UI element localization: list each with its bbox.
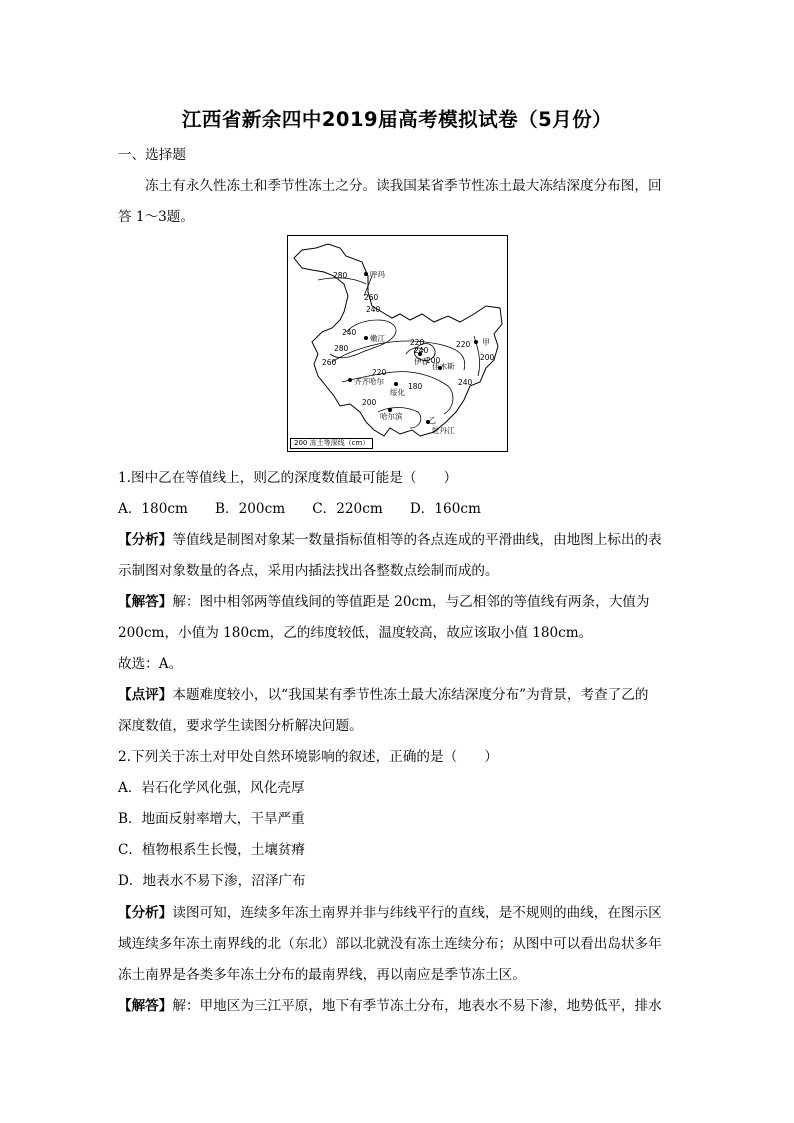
comment-tag: 【点评】 <box>118 687 173 703</box>
analysis-tag: 【分析】 <box>118 905 173 921</box>
question-2-option-a: A．岩石化学风化强，风化壳厚 <box>118 780 305 796</box>
city-label: 绥化 <box>390 388 405 397</box>
contour-label: 240 <box>458 378 473 387</box>
question-2-analysis-cont-1: 域连续多年冻土南界线的北（东北）部以北就没有冻土连续分布；从图中可以看出岛状多年 <box>118 936 662 952</box>
question-1-choice: 故选：A。 <box>118 656 183 672</box>
question-2-option-c: C．植物根系生长慢，土壤贫瘠 <box>118 842 306 858</box>
question-2-option-d: D．地表水不易下渗，沼泽广布 <box>118 873 306 889</box>
marker-jia-label: 甲 <box>482 338 490 347</box>
analysis-text: 等值线是制图对象某一数量指标值相等的各点连成的平滑曲线，由地图上标出的表 <box>172 532 662 548</box>
contour-label: 220 <box>372 368 387 377</box>
contour-label: 240 <box>366 305 381 314</box>
marker-yi-label: 乙 <box>428 416 436 425</box>
answer-tag: 【解答】 <box>118 998 173 1014</box>
city-dot <box>394 382 398 386</box>
question-2-answer <box>118 997 662 1015</box>
city-label: 伊春 <box>414 357 429 366</box>
contour-label: 200 <box>480 353 495 362</box>
contour-label: 260 <box>322 358 337 367</box>
map-legend: 200 冻土等深线（cm） <box>290 438 373 449</box>
city-label: 哈尔滨 <box>380 412 403 421</box>
question-1-comment-cont: 深度数值，要求学生读图分析解决问题。 <box>118 718 363 734</box>
comment-text: 本题难度较小，以“我国某有季节性冻土最大冻结深度分布”为背景，考查了乙的 <box>172 687 649 703</box>
city-dot <box>364 272 368 276</box>
contour-label: 180 <box>408 382 423 391</box>
answer-text: 解：甲地区为三江平原，地下有季节冻土分布，地表水不易下渗，地势低平，排水 <box>172 998 662 1014</box>
analysis-text: 读图可知，连续多年冻土南界并非与纬线平行的直线，是不规则的曲线，在图示区 <box>172 905 662 921</box>
intro-text-line-2: 答 1～3题。 <box>118 209 194 225</box>
marker-dot <box>474 340 478 344</box>
city-label: 牡丹江 <box>432 426 455 435</box>
contour-label: 220 <box>456 340 471 349</box>
frozen-soil-depth-map <box>287 235 508 452</box>
question-1-answer-cont: 200cm，小值为 180cm，乙的纬度较低，温度较高，故应该取小值 180cm。 <box>118 625 593 641</box>
city-label: 佳木斯 <box>432 362 455 371</box>
section-heading: 一、选择题 <box>118 147 186 163</box>
contour-label: 260 <box>364 293 379 302</box>
answer-tag: 【解答】 <box>118 594 173 610</box>
contour-label: 280 <box>333 271 348 280</box>
question-1-answer <box>118 593 650 611</box>
city-dot <box>364 336 368 340</box>
question-2-option-b: B．地面反射率增大，干旱严重 <box>118 811 305 827</box>
city-label: 齐齐哈尔 <box>354 377 384 386</box>
document-title: 江西省新余四中2019届高考模拟试卷（5月份） <box>181 108 613 131</box>
contour-label: 220 <box>410 338 425 347</box>
question-1-options: A．180cm B．200cm C．220cm D．160cm <box>118 501 481 517</box>
city-dot <box>348 378 352 382</box>
question-1-analysis <box>118 531 662 549</box>
contour-label: 280 <box>334 344 349 353</box>
question-1-comment <box>118 686 648 704</box>
analysis-tag: 【分析】 <box>118 532 173 548</box>
contour-label: 200 <box>426 356 441 365</box>
question-1-stem: 1.图中乙在等值线上，则乙的深度数值最可能是（ ） <box>118 470 458 486</box>
question-2-analysis-cont-2: 冻土南界是各类多年冻土分布的最南界线，再以南应是季节冻土区。 <box>118 967 526 983</box>
question-2-stem: 2.下列关于冻土对甲处自然环境影响的叙述，正确的是（ ） <box>118 749 498 765</box>
question-2-analysis <box>118 904 662 922</box>
intro-text-line-1: 冻土有永久性冻土和季节性冻土之分。读我国某省季节性冻土最大冻结深度分布图，回 <box>145 178 662 194</box>
answer-text: 解：图中相邻两等值线间的等值距是 20cm，与乙相邻的等值线有两条，大值为 <box>172 594 650 610</box>
question-1-analysis-cont: 示制图对象数量的各点，采用内插法找出各整数点绘制而成的。 <box>118 563 499 579</box>
city-label: 嫩江 <box>370 334 385 343</box>
contour-label: 240 <box>414 346 429 355</box>
city-label: 呼玛 <box>370 270 385 279</box>
contour-label: 200 <box>362 398 377 407</box>
contour-label: 240 <box>342 328 357 337</box>
